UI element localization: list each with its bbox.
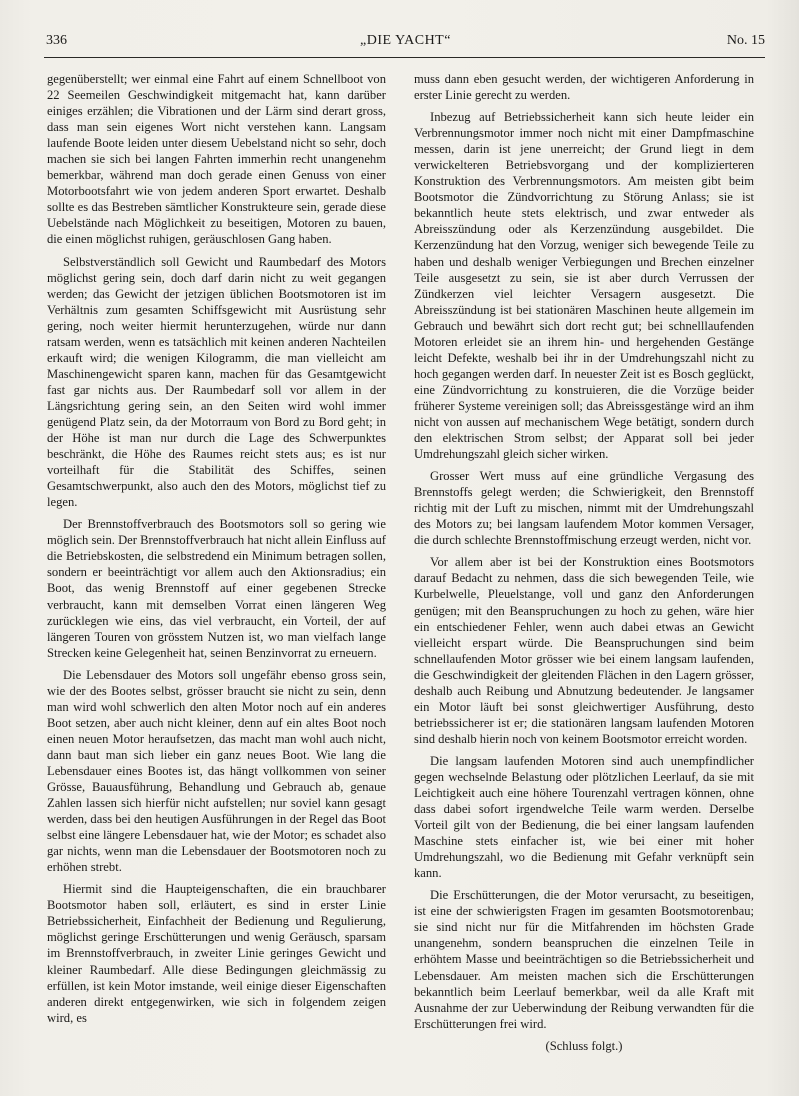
paragraph: Grosser Wert muss auf eine gründliche Vergasung des Brennstoffs gelegt werden; die Schwierigkeit, den Brennstoff richtig mit der Luft zu mischen, nimmt mit der Umdrehungszahl des Motors zu; bei langsam laufendem Motor kommen Versager, die durch schlechte Brennstoffmischung erzeugt werden, nicht vor.: [414, 469, 754, 548]
issue-number: No. 15: [726, 33, 765, 48]
page-number: 336: [46, 33, 67, 48]
paragraph: gegenüberstellt; wer einmal eine Fahrt auf einem Schnellboot von 22 Seemeilen Geschwindigkeit mitgemacht hat, kann darüber einiges erzählen; die Vibrationen und der Lärm sind derart gross, dass man sein eigenes Wort nicht verstehen kann. Langsam laufende Boote leiden unter diesem Uebelstand nicht so sehr, doch machen sie sich bei langen Fahrten immerhin recht unangenehm bemerkbar, während man doch gerade einen Genuss von einer Motorbootsfahrt wie von jedem anderen Sport erwartet. Deshalb sollte es das Bestreben sämtlicher Konstrukteure sein, gerade diese Uebelstände nach Möglichkeit zu beseitigen, Motoren zu bauen, die einen möglichst ruhigen, geräuschlosen Gang haben.: [47, 72, 386, 247]
left-column: [47, 71, 386, 1032]
header-rule: [44, 57, 765, 58]
paragraph: Die Erschütterungen, die der Motor verursacht, zu beseitigen, ist eine der schwierigsten Fragen im gesamten Bootsmotorenbau; sie sind nicht nur für die Mitfahrenden im höchsten Grade unangenehm, sondern beanspruchen die einzelnen Teile in erhöhtem Masse und beeinträchtigen so die Betriebssicherheit und Lebensdauer. Am meisten machen sich die Erschütterungen bekanntlich beim Leerlauf bemerkbar, weil da alle Kraft mit Ausnahme der zur Ueberwindung der Reibung verwandten für die Erschütterungen frei wird.: [414, 888, 754, 1031]
paragraph: Hiermit sind die Haupteigenschaften, die ein brauchbarer Bootsmotor haben soll, erläutert, es sind in erster Linie Betriebssicherheit, Einfachheit der Bedienung und Regulierung, möglichst geringe Erschütterungen und wenig Geräusch, sparsam im Brennstoffverbrauch, in zweiter Linie geringes Gewicht und kleiner Raumbedarf. Alle diese Bedingungen gleichmässig zu erfüllen, ist kein Motor imstande, weil einige dieser Eigenschaften anderen direkt entgegenwirken, wie sich in folgendem zeigen wird, es: [47, 882, 386, 1025]
paragraph: Die Lebensdauer des Motors soll ungefähr ebenso gross sein, wie der des Bootes selbst, grösser braucht sie nicht zu sein, denn man wird wohl schwerlich den alten Motor noch auf ein anderes Boot setzen, aber auch nicht kleiner, denn auf ein altes Boot noch einen neuen Motor heraufsetzen, das macht man wohl auch nicht, dann baut man sich lieber ein ganz neues Boot. Wie lang die Lebensdauer eines Bootes ist, das hängt vollkommen von seiner Grösse, Bauausführung, Behandlung und Gebrauch ab, genaue Zahlen lassen sich hierfür nicht aufstellen; nur soviel kann gesagt werden, dass bei den heutigen Ausführungen in der Regel das Boot selbst eine längere Lebensdauer hat, wie der Motor; es schadet also gar nichts, wenn man die Lebensdauer der Bootsmotoren noch zu erhöhen strebt.: [47, 667, 386, 875]
paragraph: Der Brennstoffverbrauch des Bootsmotors soll so gering wie möglich sein. Der Brennstoffverbrauch hat nicht allein Einfluss auf die Betriebskosten, die selbstredend ein Minimum betragen sollen, sondern er beeinträchtigt vor allem auch den Aktionsradius; ein Boot, das wenig Brennstoff auf einer gegebenen Strecke verbraucht, kann mit demselben Vorrat einen längeren Weg zurücklegen wie eins, das viel verbraucht, ein Vorteil, der auf längeren Touren von grösstem Nutzen ist, wo man vielfach lange Strecken keine Gelegenheit hat, seinen Benzinvorrat zu erneuern.: [47, 517, 386, 660]
continued-note: (Schluss folgt.): [545, 1038, 623, 1053]
paragraph: Vor allem aber ist bei der Konstruktion eines Bootsmotors darauf Bedacht zu nehmen, dass die sich bewegenden Teile, wie Kurbelwelle, Pleuelstange, voll und ganz den Anforderungen genügen; mit den Beanspruchungen zu hoch zu gehen, wäre hier ein entschiedener Fehler, wenn auch dabei etwas an Gewicht vielleicht erspart würde. Die Beanspruchungen sind beim schnellaufenden Motor grösser wie bei einem langsam laufenden, die Geschwindigkeit der gleitenden Flächen in den Lagern grösser, deshalb auch Reibung und Abnutzung bedeutender. Je langsamer ein Motor läuft bei sonst gleichwertiger Ausführung, desto betriebssicherer ist er; die stationären langsam laufenden Motoren sind deshalb hierin noch von keinem Bootsmotor erreicht worden.: [414, 555, 754, 746]
paragraph: Selbstverständlich soll Gewicht und Raumbedarf des Motors möglichst gering sein, doch darf darin nicht zu weit gegangen werden; das Gewicht der jetzigen üblichen Bootsmotoren ist im Verhältnis zum gesamten Schiffsgewicht mit Ausrüstung sehr gering, noch weiter hiermit herunterzugehen, würde nur dann ratsam werden, wenn es tatsächlich mit keinen anderen Nachteilen erkauft wird; die wenigen Kilogramm, die man vielleicht am Maschinengewicht sparen kann, machen für das Gesamtgewicht fast gar nichts aus. Der Raumbedarf soll vor allem in der Längsrichtung gering sein, an den Seiten wird wohl immer genügend Platz sein, da der Motorraum von Bord zu Bord geht; in der Höhe ist man nur durch die Lage des Schwerpunktes beschränkt, die Höhe des Raumes reicht stets aus; es ist nur vorteilhaft für die Stabilität des Schiffes, seinen Gesamtschwerpunkt, also auch den des Motors, möglichst tief zu legen.: [47, 254, 386, 510]
page-header: [46, 33, 765, 53]
journal-title: „DIE YACHT“: [360, 33, 451, 48]
paragraph: muss dann eben gesucht werden, der wichtigeren Anforderung in erster Linie gerecht zu werden.: [414, 72, 754, 103]
paragraph: Die langsam laufenden Motoren sind auch unempfindlicher gegen wechselnde Belastung oder plötzlichen Leerlauf, da sie mit Leichtigkeit auch eine höhere Tourenzahl vertragen können, ohne dass dabei sofort irgendwelche Teile warm werden. Derselbe Vorteil gilt von der Bedienung, die bei einer langsam laufenden Maschine stets einfacher ist, wie bei einer mit hoher Umdrehungszahl, wo die Bedienung mit Gefahr verknüpft sein kann.: [414, 753, 754, 881]
paragraph: Inbezug auf Betriebssicherheit kann sich heute leider ein Verbrennungsmotor immer noch nicht mit einer Dampfmaschine messen, darin ist jene unerreicht; der Grund liegt in dem verwickelteren Betriebsvorgang und der komplizierteren Konstruktion des Verbrennungsmotors. Am meisten gibt beim Bootsmotor die Zündvorrichtung zu Störung Anlass; sie ist bekanntlich heute stets elektrisch, und zwar entweder als Abreisszündung oder als Kerzenzündung ausgebildet. Die Kerzenzündung hat den Vorzug, weniger sich bewegende Teile zu haben und deshalb weniger Verbiegungen und Brechen einzelner Teile ausgesetzt zu sein, sie ist aber durch Verrussen der Zündkerzen viel leichter Versagern ausgesetzt. Die Abreisszündung ist bei stationären Maschinen heute allgemein im Gebrauch und bewährt sich dort recht gut; bei schnelllaufenden Motoren erleidet sie an ihrem hin- und hergehenden Gestänge leicht Defekte, weshalb bei ihr in der Umdrehungszahl nicht zu hoch gegangen werden darf. In neuester Zeit ist es Bosch geglückt, eine Zündvorrichtung zu konstruieren, die die Vorzüge beider früherer Systeme vereinigen soll; das Abreissgestänge wird an ihm nicht von aussen auf mechanischem Wege betätigt, sondern durch den elektrischen Strom selbst; der Apparat soll bei jeder Umdrehungszahl gleich sicher wirken.: [414, 110, 754, 462]
right-column: [414, 71, 754, 1060]
